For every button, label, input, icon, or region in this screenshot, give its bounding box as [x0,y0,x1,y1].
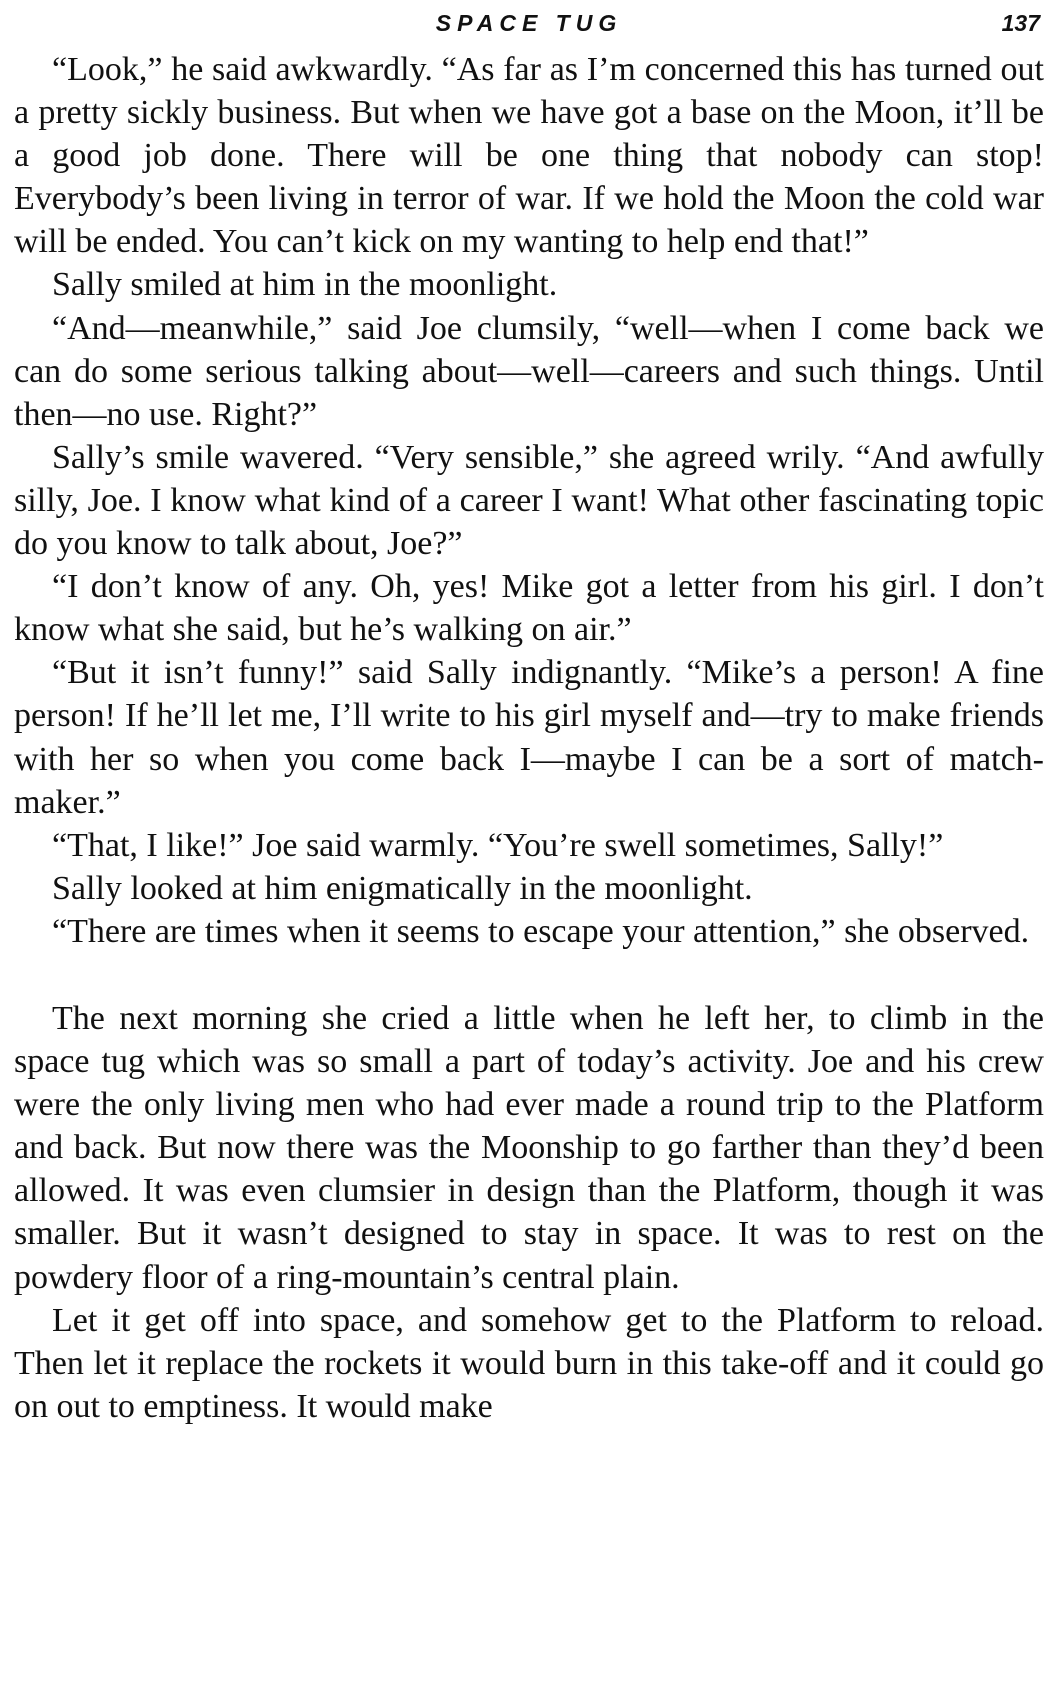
running-head [14,4,1044,48]
paragraph: Let it get off into space, and somehow get to the Platform to reload. Then let it replace the rockets it would burn in this take-off and it could go on out to emptiness. It would make [14,1301,1044,1425]
running-title: SPACE TUG [435,10,623,36]
paragraph: “I don’t know of any. Oh, yes! Mike got a letter from his girl. I don’t know what she said, but he’s walking on air.” [14,568,1044,649]
paragraph: “But it isn’t funny!” said Sally indignantly. “Mike’s a person! A fine person! If he’ll let me, I’ll write to his girl myself and—try to make friends with her so when you come back I—maybe I can be a sort of match-maker.” [14,654,1044,821]
paragraph: Sally smiled at him in the moonlight. [52,266,558,304]
paragraph: “That, I like!” Joe said warmly. “You’re swell sometimes, Sally!” [52,826,944,864]
section-break [14,953,1044,997]
paragraph: Sally’s smile wavered. “Very sensible,” she agreed wrily. “And awfully silly, Joe. I know what kind of a career I want! What other fascinating topic do you know to talk about, Joe?” [14,438,1044,563]
book-page [14,0,1044,1695]
paragraph: The next morning she cried a little when he left her, to climb in the space tug which was so small a part of today’s activity. Joe and his crew were the only living men who had ever made a round trip to the Platform and back. But now there was the Moonship to go farther than they’d been allowed. It was even clumsier in design than the Platform, though it was smaller. But it wasn’t designed to stay in space. It was to rest on the powdery floor of a ring-mountain’s central plain. [14,999,1044,1296]
paragraph: “There are times when it seems to escape your attention,” she observed. [52,912,1030,950]
paragraph: “Look,” he said awkwardly. “As far as I’m concerned this has turned out a pretty sickly business. But when we have got a base on the Moon, it’ll be a good job done. There will be one thing that nobody can stop! Everybody’s been living in terror of war. If we hold the Moon the cold war will be ended. You can’t kick on my wanting to help end that!” [14,51,1044,261]
paragraph: Sally looked at him enigmatically in the moonlight. [52,869,753,907]
body-text [14,48,1044,1428]
paragraph: “And—meanwhile,” said Joe clumsily, “well—when I come back we can do some serious talking about—well—careers and such things. Until then—no use. Right?” [14,309,1044,433]
page-number: 137 [1001,10,1040,36]
